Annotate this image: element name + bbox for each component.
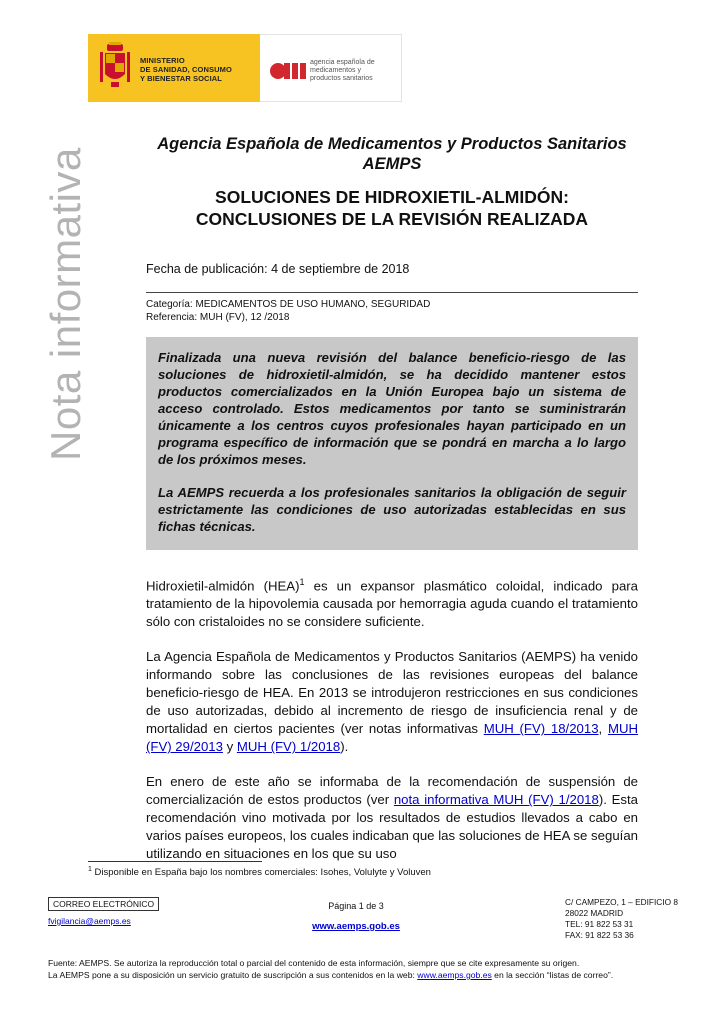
footnote: [88, 866, 431, 878]
source-line-2: [48, 969, 688, 981]
divider: [146, 292, 638, 293]
footnote-divider: [88, 861, 262, 862]
text-run: es un expansor plasmático coloidal, indicado para tratamiento de la hipovolemia causada por hemorragia aguda cuando el tratamiento sólo con cristaloides no se considere suficiente.: [146, 578, 639, 630]
summary-box: [146, 337, 638, 550]
body-paragraph-3: [146, 773, 638, 863]
aemps-mark-icon: [270, 57, 306, 81]
category: Categoría: MEDICAMENTOS DE USO HUMANO, SEGURIDAD: [146, 299, 431, 310]
text-run: ).: [340, 739, 349, 755]
coat-of-arms-icon: [98, 42, 132, 92]
agency-title: [146, 134, 638, 174]
text-run: ). Esta recomendación vino motivada por los resultados de estudios llevados a cabo en varios países europeos, los cuales indicaban que las soluciones de HEA se seguían utilizando en situaciones en los que su uso: [146, 792, 638, 862]
source-line-1: Fuente: AEMPS. Se autoriza la reproducción total o parcial del contenido de esta información, siempre que se cite expresamente su origen.: [48, 958, 580, 968]
email-label: CORREO ELECTRÓNICO: [48, 897, 159, 911]
aemps-name: agencia española de medicamentos y productos sanitarios: [310, 59, 375, 82]
text-run: Hidroxietil-almidón (HEA): [146, 578, 300, 594]
link-muh-fv-18-2013[interactable]: MUH (FV) 18/2013: [483, 721, 599, 737]
footnote-ref: 1: [299, 577, 305, 587]
footnote-number: 1: [88, 866, 92, 873]
text-run: ,: [598, 721, 608, 737]
address-block: [565, 897, 678, 941]
email-link[interactable]: fvigilancia@aemps.es: [48, 916, 131, 926]
phone: TEL: 91 822 53 31: [565, 919, 634, 929]
body-paragraph-1: [146, 573, 638, 631]
footnote-text: Disponible en España bajo los nombres comerciales: Isohes, Volulyte y Voluven: [91, 867, 431, 879]
ministry-logo: [88, 34, 260, 102]
agency-title-line1: Agencia Española de Medicamentos y Productos Sanitarios: [157, 135, 627, 153]
aemps-logo: [260, 34, 402, 102]
page-title-line1: SOLUCIONES DE HIDROXIETIL-ALMIDÓN:: [215, 187, 569, 207]
reference: Referencia: MUH (FV), 12 /2018: [146, 312, 290, 323]
source-note: [48, 957, 688, 981]
fax: FAX: 91 822 53 36: [565, 930, 634, 940]
text-run: La AEMPS pone a su disposición un servicio gratuito de suscripción a sus contenidos en la web:: [48, 970, 418, 980]
sidebar-title: Nota informativa: [42, 147, 89, 461]
link-muh-fv-1-2018[interactable]: MUH (FV) 1/2018: [236, 739, 341, 755]
summary-paragraph-2: La AEMPS recuerda a los profesionales sanitarios la obligación de seguir estrictamente las condiciones de uso autorizadas establecidas en sus fichas técnicas.: [158, 485, 626, 534]
document-meta: [146, 298, 430, 324]
text-run: En enero de este año se informaba de la recomendación de suspensión de comercialización de estos productos (ver: [146, 774, 638, 808]
body-paragraph-2: [146, 648, 638, 756]
ministry-name: MINISTERIO DE SANIDAD, CONSUMO Y BIENESTAR SOCIAL: [140, 56, 232, 83]
link-nota-informativa-1-2018[interactable]: nota informativa MUH (FV) 1/2018: [393, 792, 599, 808]
text-run: en la sección “listas de correo”.: [491, 970, 614, 980]
page-title-line2: CONCLUSIONES DE LA REVISIÓN REALIZADA: [195, 209, 589, 229]
publication-date: Fecha de publicación: 4 de septiembre de 2018: [146, 262, 410, 276]
summary-paragraph-1: Finalizada una nueva revisión del balance beneficio-riesgo de las soluciones de hidroxietil-almidón, se ha decidido mantener estos productos comercializados en la Unión Europea bajo un sistema de acceso controlado. Estos medicamentos por tanto se suministrarán únicamente a los centros cuyos profesionales hayan participado en un programa específico de información que se pondrá en marcha a lo largo de los próximos meses.: [158, 350, 626, 467]
address-line-2: 28022 MADRID: [565, 908, 624, 918]
text-run: y: [222, 739, 237, 755]
body-text: [146, 573, 638, 863]
agency-title-line2: AEMPS: [362, 155, 422, 173]
text-run: La Agencia Española de Medicamentos y Productos Sanitarios (AEMPS) ha venido informando sobre las conclusiones de las revisiones europeas del balance beneficio-riesgo de HEA. En 2013 se introdujeron restricciones en sus condiciones de uso autorizadas, debido al incremento de riesgo de insuficiencia renal y de mortalidad en ciertos pacientes (ver notas informativas: [146, 649, 638, 737]
website-link[interactable]: www.aemps.gob.es: [312, 921, 400, 932]
link-muh-fv-29-2013[interactable]: MUH (FV) 29/2013: [146, 721, 638, 755]
subscription-link[interactable]: www.aemps.gob.es: [417, 970, 492, 980]
page-number: Página 1 de 3: [328, 901, 384, 911]
address-line-1: C/ CAMPEZO, 1 – EDIFICIO 8: [565, 897, 678, 907]
page-title: [146, 186, 638, 230]
